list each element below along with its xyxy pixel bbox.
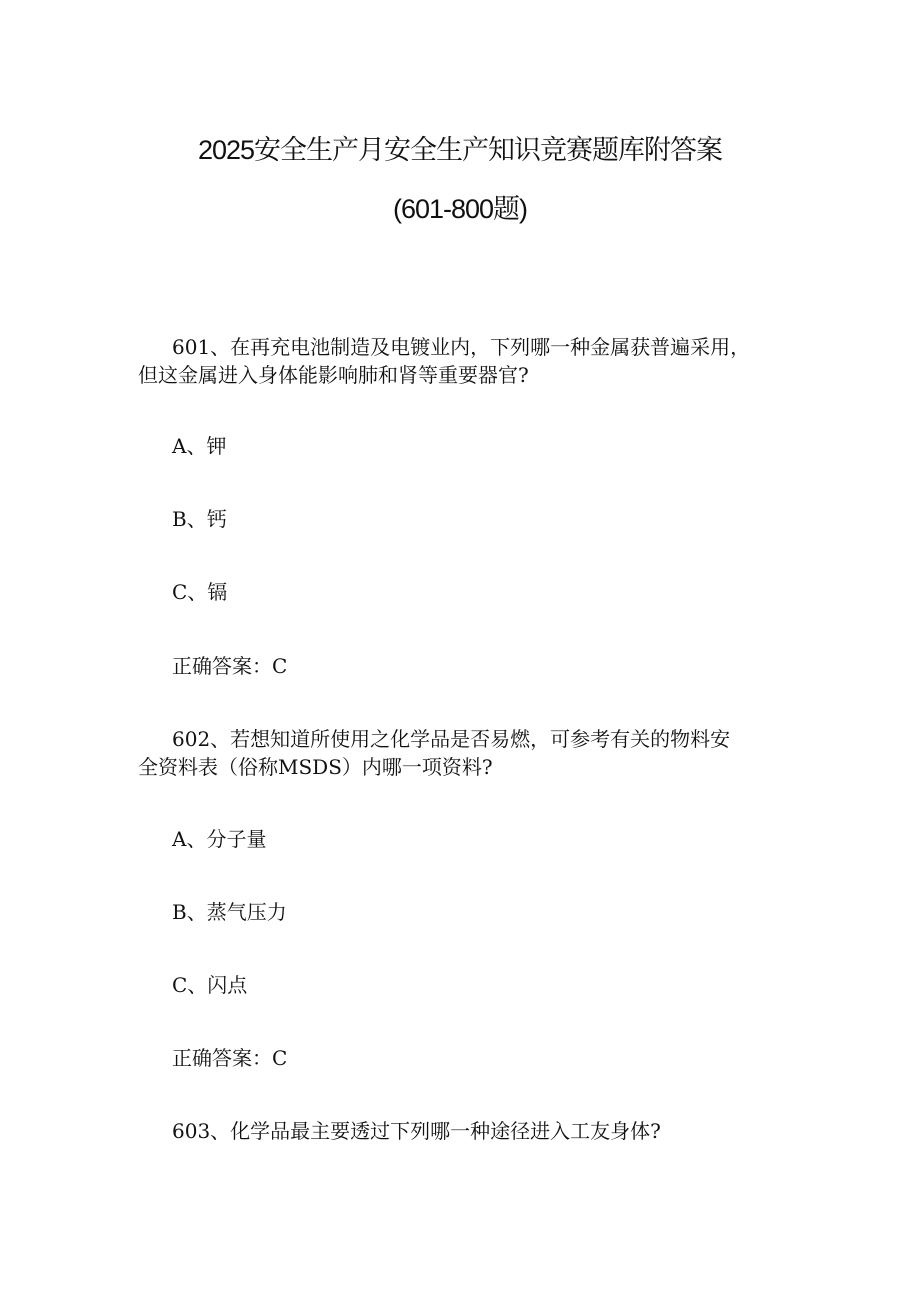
correct-answer: 正确答案：C	[172, 1046, 288, 1070]
option-b: B、钙	[172, 507, 227, 531]
option-a: A、分子量	[172, 827, 267, 851]
option-c: C、闪点	[172, 973, 248, 997]
question-text-line: 但这金属进入身体能影响肺和肾等重要器官?	[138, 363, 529, 387]
document-subtitle: (601-800题)	[392, 194, 528, 224]
question-text-line: 601、在再充电池制造及电镀业内，下列哪一种金属获普遍采用，	[172, 335, 751, 359]
option-c: C、镉	[172, 580, 228, 604]
question-text-line: 全资料表（俗称MSDS）内哪一项资料?	[138, 755, 493, 779]
question-text-line: 603、化学品最主要透过下列哪一种途径进入工友身体?	[172, 1119, 661, 1143]
question-text-line: 602、若想知道所使用之化学品是否易燃，可参考有关的物料安	[172, 727, 731, 751]
correct-answer: 正确答案：C	[172, 654, 288, 678]
option-b: B、蒸气压力	[172, 900, 287, 924]
document-title: 2025安全生产月安全生产知识竞赛题库附答案	[197, 135, 723, 165]
option-a: A、钾	[172, 434, 227, 458]
